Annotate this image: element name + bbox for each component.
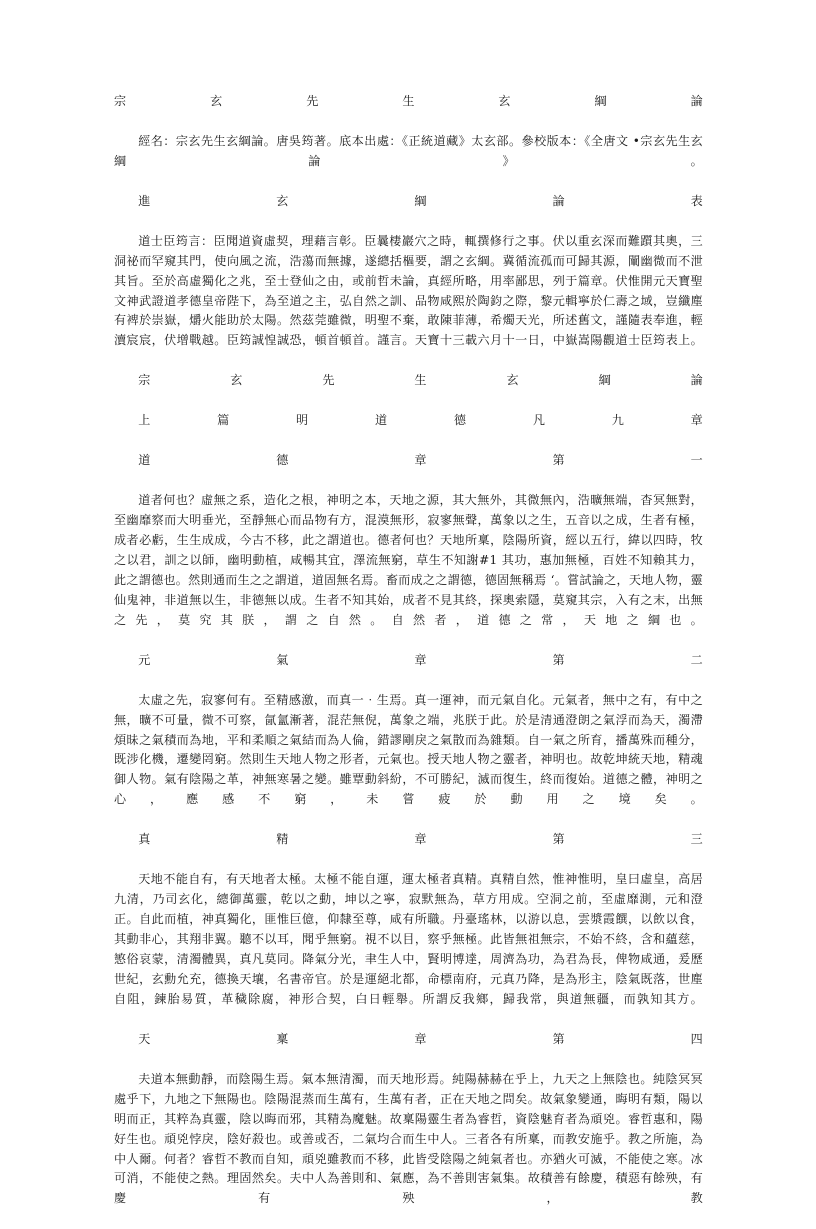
chapter-3-heading: 真精章第三 (138, 832, 703, 847)
memorial-heading: 進玄綱論表 (138, 193, 703, 208)
chapter-4-heading: 天稟章第四 (138, 1031, 703, 1046)
chapter-1-heading: 道德章第一 (138, 453, 703, 468)
part-heading: 上篇明道德凡九章 (138, 413, 703, 428)
document-title: 宗玄先生玄綱論 (114, 94, 703, 108)
chapter-3-body-paragraph: 天地不能自有，有天地者太極。太極不能自運，運太極者真精。真精自然，惟神惟明，皇曰虛皇，高居九清，乃司玄化，總御萬靈，乾以之動，坤以之寧，寂默無為，草方用成。空洞之前，至虛靡測，元和澄正。自此而植，神真獨化，匪惟巨億，仰隸至尊，咸有所職。丹臺瑤林，以游以息，雲漿霞饌，以飲以食，其動非心，其翔非翼。聽不以耳，聞乎無窮。視不以目，察乎無極。此皆無祖無宗，不始不終，含和蘊慈，慜俗哀蒙，清濁體異，真凡莫同。降氣分光，聿生人中，賢明博達，周濟為功，為君為長，俾物咸通，爰歷世紀，玄勳允充，德換天壤，名書帝官。於是運絕北都，命標南府，元真乃降，是為形主，陰氣既落，世塵自阻，鍊胎易質，革穢除腐，神形合契，白日輕舉。所謂反我鄉，歸我常，與道無疆，而孰知其方。 (114, 872, 703, 1006)
chapter-4-body-paragraph: 夫道本無動靜，而陰陽生焉。氣本無清濁，而天地形焉。純陽赫赫在乎上，九天之上無陰也。純陰冥冥處乎下，九地之下無陽也。陰陽混蒸而生萬有，生萬有者，正在天地之問矣。故氣象變通，晦明有類，陽以明而正，其粹為真靈，陰以晦而邪，其精為魔魅。故稟陽靈生者為睿哲，資陰魅育者為頑兇。睿哲惠和，陽好生也。頑兇悖戾，陰好殺也。或善或否，二氣均合而生中人。三者各有所稟，而教安施乎。教之所施，為中人爾。何者？睿哲不教而自知，頑兇雖教而不移，此皆受陰陽之純氣者也。亦猶火可滅，不能使之寒。冰可消，不能使之熱。理固然矣。夫中人為善則和、氣應，為不善則害氣集。故積善有餘慶，積惡有餘殃，有慶有殃，教 (114, 1071, 703, 1206)
chapter-1-body-paragraph: 道者何也？虛無之系，造化之根，神明之本，天地之源，其大無外，其微無內，浩曠無端，杳冥無對，至幽靡察而大明垂光，至靜無心而品物有方，混漠無形，寂寥無聲，萬象以之生，五音以之成，生者有極，成者必虧，生生成成，今古不移，此之謂道也。德者何也？天地所稟，陰陽所資，經以五行，緯以四時，牧之以君，訓之以師，幽明動植，咸暢其宜，澤流無窮，草生不知謝#1 其功，惠加無極，百姓不知賴其力，此之謂德也。然則通而生之之謂道，道固無名焉。畜而成之之謂德，德固無稱焉 ‘。嘗試論之，天地人物，靈仙鬼神，非道無以生，非德無以成。生者不知其始，成者不見其終，探奧索隱，莫窺其宗，入有之末，出無之先，莫究其朕，謂之自然。自然者，道德之常，天地之綱也。 (114, 493, 703, 627)
chapter-2-heading: 元氣章第二 (138, 652, 703, 667)
source-note-paragraph: 經名：宗玄先生玄綱論。唐吳筠著。底本出處：《正統道藏》太玄部。參校版本：《全唐文 •宗玄先生玄綱論》。 (114, 133, 703, 168)
chapter-2-body-paragraph: 太虛之先，寂寥何有。至精感激，而真一‧生焉。真一運神，而元氣自化。元氣者，無中之有，有中之無，曠不可量，微不可察，氤氳漸著，混茫無倪，萬象之端，兆朕于此。於是清通澄朗之氣浮而為天，濁滯煩昧之氣積而為地，平和柔順之氣結而為人倫，錯謬剛戾之氣散而為雜類。自一氣之所育，播萬殊而種分，既涉化機，遷變罔窮。然則生天地人物之形者，元氣也。授天地人物之靈者，神明也。故乾坤統天地，精魂御人物。氣有陰陽之革，神無寒暑之變。雖覃動斜紛，不可勝紀，滅而復生，終而復始。道德之體，神明之心，應感不窮，未嘗疲於動用之境矣。 (114, 692, 703, 807)
memorial-body-paragraph: 道士臣筠言：臣聞道資虛契，理藉言彰。臣曩棲巖穴之時，輒撰修行之事。伏以重玄深而難躓其奧，三洞祕而罕窺其門，使向風之流，浩蕩而無據，遂總括樞要，謂之玄綱。冀循流孤而可歸其源，闡幽微而不泄其旨。至於高虛獨化之兆，至士登仙之由，或前哲未論，真經所略，用率鄙思，列于篇章。伏惟開元天寶聖文神武證道孝德皇帝陛下，為至道之主，弘自然之訓、品物咸熙於陶鈞之際，黎元輯寧於仁壽之域，豈纖塵有裨於崇嶽，爝火能助於太陽。然茲莞雖微，明聖不棄，敢陳菲薄，希燭天光，所述舊文，謹隨表奉進，輕瀆宸宸，伏增戰越。臣筠誠惶誠恐，頓首頓首。謹言。天寶十三載六月十一日，中嶽嵩陽觀道士臣筠表上。 (114, 233, 703, 348)
work-title-heading: 宗玄先生玄綱論 (138, 373, 703, 388)
document-text-block (114, 92, 703, 1229)
